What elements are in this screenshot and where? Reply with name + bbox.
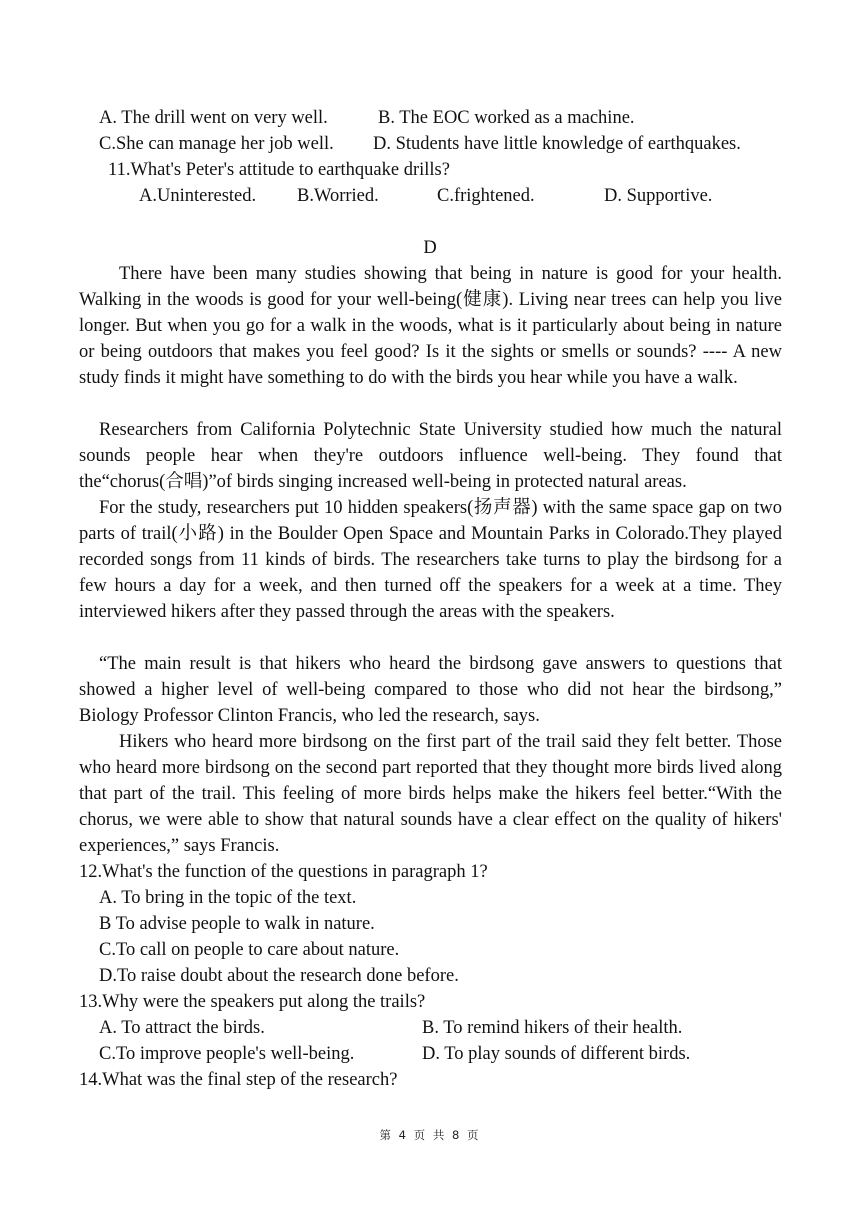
q12-option-d: D.To raise doubt about the research done before. xyxy=(99,966,459,986)
page-footer: 第 4 页 共 8 页 xyxy=(379,1128,481,1142)
q11-option-d: D. Supportive. xyxy=(604,186,713,206)
q13-option-d: D. To play sounds of different birds. xyxy=(422,1044,691,1064)
q13-option-c: C.To improve people's well-being. xyxy=(99,1044,355,1064)
q14-question: 14.What was the final step of the research? xyxy=(79,1070,398,1090)
q12-option-c: C.To call on people to care about nature. xyxy=(99,940,400,960)
q10-option-d: D. Students have little knowledge of earthquakes. xyxy=(373,134,741,154)
passage-paragraph-3: For the study, researchers put 10 hidden speakers(扬声器) with the same space gap on two parts of trail(小路) in the Boulder Open Space and Mountain Parks in Colorado.They played recorded songs from 11 kinds of birds. The researchers take turns to play the birdsong for a few hours a day for a week, and then turned off the speakers for a week at a time. They interviewed hikers after they passed through the areas with the speakers. xyxy=(79,498,782,622)
q13-option-b: B. To remind hikers of their health. xyxy=(422,1018,683,1038)
q13-question: 13.Why were the speakers put along the trails? xyxy=(79,992,426,1012)
q11-option-a: A.Uninterested. xyxy=(139,186,257,206)
q11-question: 11.What's Peter's attitude to earthquake drills? xyxy=(108,160,450,180)
passage-paragraph-1: There have been many studies showing that being in nature is good for your health. Walking in the woods is good for your well-being(健康). Living near trees can help you live longer. But when you go for a walk in the woods, what is it particularly about being in nature or being outdoors that makes you feel good? Is it the sights or smells or sounds? ---- A new study finds it might have something to do with the birds you hear while you have a walk. xyxy=(79,264,782,388)
q12-question: 12.What's the function of the questions in paragraph 1? xyxy=(79,862,488,882)
passage-paragraph-4: “The main result is that hikers who heard the birdsong gave answers to questions that showed a higher level of well-being compared to those who did not hear the birdsong,” Biology Professor Clinton Francis, who led the research, says. xyxy=(79,654,782,726)
q11-option-b: B.Worried. xyxy=(297,186,379,206)
section-heading: D xyxy=(423,238,437,258)
q10-option-b: B. The EOC worked as a machine. xyxy=(378,108,635,128)
q11-option-c: C.frightened. xyxy=(437,186,535,206)
q13-option-a: A. To attract the birds. xyxy=(99,1018,265,1038)
q12-option-b: B To advise people to walk in nature. xyxy=(99,914,375,934)
q12-option-a: A. To bring in the topic of the text. xyxy=(99,888,357,908)
q10-option-c: C.She can manage her job well. xyxy=(99,134,334,154)
passage-paragraph-2: Researchers from California Polytechnic State University studied how much the natural sounds people hear when they're outdoors influence well-being. They found that the“chorus(合唱)”of birds singing increased well-being in protected natural areas. xyxy=(79,420,782,492)
q10-option-a: A. The drill went on very well. xyxy=(99,108,328,128)
passage-paragraph-5: Hikers who heard more birdsong on the first part of the trail said they felt better. Those who heard more birdsong on the second part reported that they thought more birds lived along that part of the trail. This feeling of more birds helps make the hikers feel better.“With the chorus, we were able to show that natural sounds have a clear effect on the quality of hikers' experiences,” says Francis. xyxy=(79,732,782,856)
